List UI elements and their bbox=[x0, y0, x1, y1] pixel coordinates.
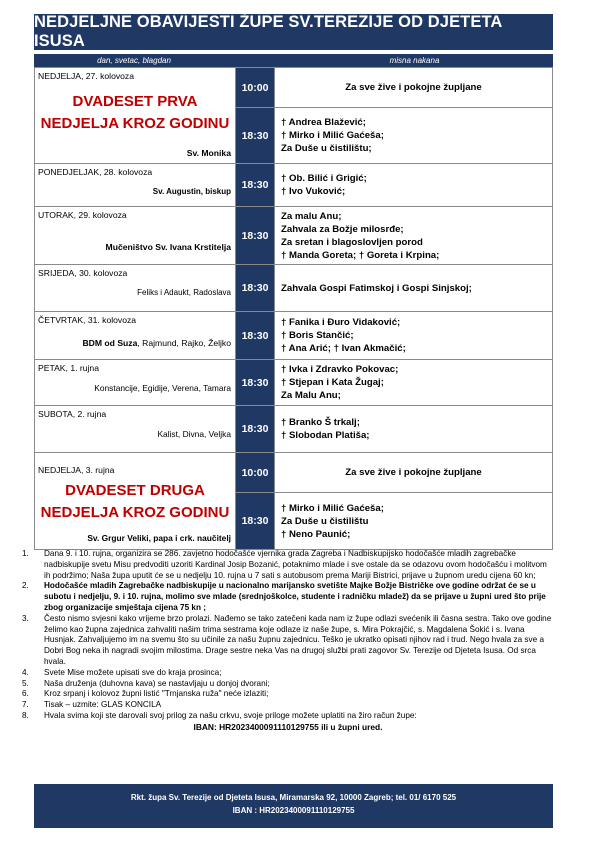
column-intent-header: misna nakana bbox=[389, 56, 440, 65]
list-item: 2. Hodočašće mladih Zagrebačke nadbiskupije u nacionalno marijansko svetište Majke Božje Bistričke ove godine održat će se u subotu i nedjelju, 9. i 10. rujna, molimo sve mlade (srednjoškolce, studente i radničku mladež) da se prijave u župni ured što prije zbog organizacije smještaja cijena 75 kn ; bbox=[22, 581, 546, 612]
bulletin-page bbox=[34, 14, 553, 550]
sunday-title-line1: DVADESET DRUGA bbox=[65, 482, 205, 499]
sunday-title-line2: NEDJELJA KROZ GODINU bbox=[40, 504, 230, 521]
mass-time: 18:30 bbox=[236, 164, 275, 207]
day-date: UTORAK, 29. kolovoza bbox=[38, 210, 127, 220]
mass-time: 10:00 bbox=[236, 68, 275, 108]
mass-intention: † Andrea Blažević; † Mirko i Milić Gaćeša; Za Duše u čistilištu; bbox=[275, 108, 553, 164]
day-cell-thursday bbox=[35, 312, 236, 360]
list-item: 8. Hvala svima koji ste darovali svoj prilog za našu crkvu, svoje priloge možete uplatiti na žiro račun župe: bbox=[22, 710, 417, 720]
table-row bbox=[35, 406, 553, 453]
day-cell-sunday2 bbox=[35, 453, 236, 550]
day-saint: Sv. Grgur Veliki, papa i crk. naučitelj bbox=[87, 533, 231, 543]
schedule-table bbox=[34, 67, 553, 550]
table-row bbox=[35, 453, 553, 493]
mass-time: 18:30 bbox=[236, 108, 275, 164]
day-cell-monday bbox=[35, 164, 236, 207]
list-item: 7. Tisak – uzmite: GLAS KONCILA bbox=[22, 700, 162, 710]
day-cell-wednesday bbox=[35, 265, 236, 312]
sunday-title-line1: DVADESET PRVA bbox=[72, 93, 198, 110]
footer-iban: IBAN : HR2023400091110129755 bbox=[232, 806, 355, 815]
day-date: SUBOTA, 2. rujna bbox=[38, 409, 107, 419]
day-date: NEDJELJA, 3. rujna bbox=[38, 465, 115, 475]
table-row bbox=[35, 207, 553, 265]
day-cell-friday bbox=[35, 360, 236, 406]
day-date: SRIJEDA, 30. kolovoza bbox=[38, 268, 128, 278]
list-item: 3. Često nismo svjesni kako vrijeme brzo prolazi. Nađemo se tako zatečeni kada nam iz župe odlazi svećenik ili časna sestra. Tako ove godine želimo kao župna zajednica zahvaliti našim trima sestrama koje odlaze iz naše župe, s. Mira Pokrajčić, s. Magdalena Šokić i s. Ivana Husnjak. Zahvaljujemo im na svemu što su učinile za našu župnu zajednicu. Teško je ukratko opisati njihov rad i trud. Nego hvala za sve a Dobri Bog neka ih nagradi svojim milostima. Drage sestre neka Vas na drugoj službi prati zagovor Sv. Terezije od Djeteta Isusa. Od srca hvala. bbox=[22, 613, 552, 666]
day-date: NEDJELJA, 27. kolovoza bbox=[38, 71, 135, 81]
mass-time: 18:30 bbox=[236, 493, 275, 550]
mass-time: 18:30 bbox=[236, 207, 275, 265]
page-title: NEDJELJNE OBAVIJESTI ŽUPE SV.TEREZIJE OD DJETETA ISUSA bbox=[34, 14, 553, 50]
list-item: 6. Kroz srpanj i kolovoz župni listić "Trnjanska ruža" neće izlaziti; bbox=[22, 689, 269, 699]
mass-intention: † Fanika i Đuro Vidaković; † Boris Stančić; † Ana Arić; † Ivan Akmačić; bbox=[275, 312, 553, 360]
day-cell-sunday1 bbox=[35, 68, 236, 164]
table-row bbox=[35, 164, 553, 207]
list-item: 1. Dana 9. i 10. rujna, organizira se 286. zavjetno hodočašće vjernika grada Zagreba i Nadbiskupijsko hodočašće mladih zagrebačke nadbiskupije svetu Misu predvoditi uzoriti Kardinal Josip Bozanić, potaknimo mlade i sve ostale da se odazovu ovom hodočašću i molitvom ih podržimo; Naša župa uputit će se u nedjelju 10. rujna u 7 sati s autobusom prema Mariji Bistrici, prijave u župnom uredu cijena 60 kn; bbox=[22, 549, 547, 580]
day-cell-tuesday bbox=[35, 207, 236, 265]
table-row bbox=[35, 360, 553, 406]
mass-intention: † Ob. Bilić i Grigić; † Ivo Vuković; bbox=[275, 164, 553, 207]
day-saint: Feliks i Adaukt, Radoslava bbox=[137, 288, 231, 297]
mass-intention: Za sve žive i pokojne župljane bbox=[275, 453, 553, 493]
footer-address: Rkt. župa Sv. Terezije od Djeteta Isusa, Miramarska 92, 10000 Zagreb; tel. 01/ 6170 525 bbox=[130, 793, 457, 802]
table-row bbox=[35, 68, 553, 108]
column-day-header: dan, svetac, blagdan bbox=[97, 56, 171, 65]
day-saint: Mučeništvo Sv. Ivana Krstitelja bbox=[105, 242, 231, 252]
notes-list bbox=[22, 549, 554, 733]
mass-intention: † Branko Š trkalj; † Slobodan Platiša; bbox=[275, 406, 553, 453]
mass-time: 18:30 bbox=[236, 265, 275, 312]
mass-time: 18:30 bbox=[236, 312, 275, 360]
mass-time: 18:30 bbox=[236, 406, 275, 453]
mass-intention: Zahvala Gospi Fatimskoj i Gospi Sinjskoj; bbox=[275, 265, 553, 312]
mass-time: 18:30 bbox=[236, 360, 275, 406]
table-row bbox=[35, 265, 553, 312]
mass-time: 10:00 bbox=[236, 453, 275, 493]
day-saint: Sv. Monika bbox=[186, 148, 231, 158]
column-header bbox=[34, 53, 553, 67]
mass-intention: † Ivka i Zdravko Pokovac; † Stjepan i Kata Žugaj; Za Malu Anu; bbox=[275, 360, 553, 406]
mass-intention: Za sve žive i pokojne župljane bbox=[275, 68, 553, 108]
mass-intention: † Mirko i Milić Gaćeša; Za Duše u čistilištu † Neno Paunić; bbox=[275, 493, 553, 550]
list-item: 4. Svete Mise možete upisati sve do kraja prosinca; bbox=[22, 667, 222, 677]
footer bbox=[34, 784, 553, 828]
day-saint: Konstancije, Egidije, Verena, Tamara bbox=[94, 383, 231, 393]
mass-intention: Za malu Anu; Zahvala za Božje milosrđe; Za sretan i blagoslovljen porod † Manda Goreta; † Goreta i Krpina; bbox=[275, 207, 553, 265]
day-date: PONEDJELJAK, 28. kolovoza bbox=[38, 167, 153, 177]
day-date: PETAK, 1. rujna bbox=[38, 363, 99, 373]
day-cell-saturday bbox=[35, 406, 236, 453]
list-item: 5. Naša druženja (duhovna kava) se nastavljaju u donjoj dvorani; bbox=[22, 678, 270, 688]
day-date: ČETVRTAK, 31. kolovoza bbox=[38, 315, 137, 325]
day-saint: BDM od Suza, Rajmund, Rajko, Željko bbox=[82, 338, 231, 348]
table-row bbox=[35, 312, 553, 360]
day-saint: Sv. Augustin, biskup bbox=[152, 187, 231, 196]
day-saint: Kalist, Divna, Veljka bbox=[157, 429, 231, 439]
sunday-title-line2: NEDJELJA KROZ GODINU bbox=[40, 115, 230, 132]
iban-line: IBAN: HR2023400091110129755 ili u župni ured. bbox=[193, 721, 383, 732]
